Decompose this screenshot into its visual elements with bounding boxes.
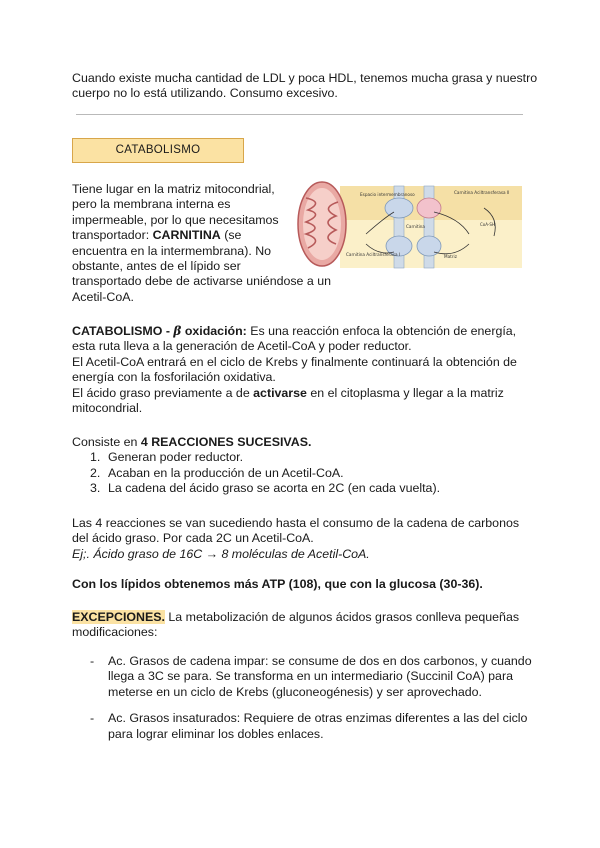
dash-bullet: - [90, 711, 95, 726]
label-coa: CoA-SH [480, 222, 495, 227]
list-item [72, 481, 440, 496]
label-carnitina: Carnitina [406, 224, 425, 229]
text-line: esta ruta lleva a la generación de Acetil-CoA y poder reductor. [72, 339, 412, 354]
list-item [72, 711, 532, 742]
text-span: Consiste en [72, 435, 141, 449]
text-line: transportado debe de activarse uniéndose a un [72, 274, 332, 289]
list-text: Acaban en la producción de un Acetil-CoA. [108, 465, 344, 480]
section-title-catabolismo: CATABOLISMO [72, 138, 244, 163]
text-span: El ácido graso previamente a de [72, 385, 254, 400]
text-line: del ácido graso. Por cada 2C un Acetil-CoA. [72, 531, 314, 546]
text-line [72, 228, 332, 243]
list-number: 2. [90, 465, 101, 480]
example-text: Ej;. Ácido graso de 16C → 8 moléculas de Acetil-CoA. [72, 546, 370, 561]
text-line [72, 610, 519, 625]
text-line: pero la membrana interna es [72, 197, 231, 212]
text-line: El Acetil-CoA entrará en el ciclo de Krebs y finalmente continuará la obtención de [72, 354, 517, 369]
text-line: meterse en un ciclo de Krebs (gluconeogénesis) y ser aprovechado. [108, 684, 482, 699]
divider [76, 114, 523, 115]
text-line [72, 386, 517, 401]
text-line: mitocondrial. [72, 401, 143, 416]
text-line: Acetil-CoA. [72, 289, 134, 304]
text-line: obstante, antes de el lípido ser [72, 259, 241, 274]
list-item [72, 466, 440, 481]
label-cat1: Carnitina Aciltransferasa I [346, 252, 401, 257]
label-espacio: Espacio intermembranoso [360, 192, 415, 197]
label-matriz: Matriz [444, 254, 457, 259]
text-line [72, 547, 519, 562]
carnitina-term: CARNITINA [152, 228, 221, 243]
text-line: llega a 3C se para. Se transforma en un intermediario (Succinil CoA) para [108, 669, 513, 684]
dash-bullet: - [90, 654, 95, 668]
text-line: Ac. Grasos insaturados: Requiere de otras enzimas diferentes a las del ciclo [108, 711, 528, 726]
text-line: Ac. Grasos de cadena impar: se consume de dos en dos carbonos, y cuando [108, 654, 532, 668]
text-span: transportador: [72, 228, 153, 243]
text-line: energía con la fosforilación oxidativa. [72, 370, 276, 385]
text-line: impermeable, por lo que necesitamos [72, 212, 279, 227]
exceptions-list [72, 654, 532, 742]
intro-line: cuerpo no lo está utilizando. Consumo excesivo. [72, 86, 338, 101]
list-item [72, 450, 440, 465]
list-text: La cadena del ácido graso se acorta en 2C (en cada vuelta). [108, 481, 441, 496]
exceptions-section [72, 610, 519, 641]
text-line: Tiene lugar en la matriz mitocondrial, [72, 182, 275, 196]
carnitine-shuttle-diagram [294, 178, 524, 270]
text-span: en el citoplasma y llegar a la matriz [306, 385, 504, 400]
exceptions-label: EXCEPCIONES. [72, 610, 165, 624]
list-number: 1. [90, 450, 101, 465]
beta-title: CATABOLISMO - [72, 324, 174, 338]
activarse-term: activarse [253, 385, 307, 400]
list-text: Generan poder reductor. [108, 450, 244, 465]
mitochondrion-icon [298, 182, 346, 266]
beta-symbol: β [173, 324, 182, 338]
text-line [72, 435, 440, 450]
text-line: modificaciones: [72, 625, 158, 640]
text-line: encuentra en la intermembrana). No [72, 243, 272, 258]
intro-paragraph [72, 71, 537, 102]
reactions-section [72, 435, 440, 497]
reactions-list [72, 450, 440, 496]
text-line: Las 4 reacciones se van sucediendo hasta el consumo de la cadena de carbonos [72, 516, 520, 530]
label-cat2: Carnitina Aciltransferasa II [454, 190, 510, 195]
text-span: Es una reacción enfoca la obtención de energía, [246, 324, 517, 338]
text-line: para lograr eliminar los dobles enlaces. [108, 726, 324, 741]
text-line [72, 324, 517, 339]
beta-oxidation-paragraph [72, 324, 517, 416]
atp-statement [72, 577, 483, 592]
text-span: (se [220, 228, 242, 243]
sequence-paragraph [72, 516, 519, 562]
intro-line: Cuando existe mucha cantidad de LDL y poca HDL, tenemos mucha grasa y nuestro [72, 71, 538, 85]
atp-text: Con los lípidos obtenemos más ATP (108), que con la glucosa (30-36). [72, 577, 483, 591]
reactions-heading: 4 REACCIONES SUCESIVAS. [140, 435, 312, 449]
text-span: La metabolización de algunos ácidos grasos conlleva pequeñas [164, 610, 520, 624]
matrix-paragraph [72, 182, 332, 305]
beta-title: oxidación: [181, 324, 247, 338]
list-number: 3. [90, 481, 101, 496]
list-item [72, 654, 532, 700]
